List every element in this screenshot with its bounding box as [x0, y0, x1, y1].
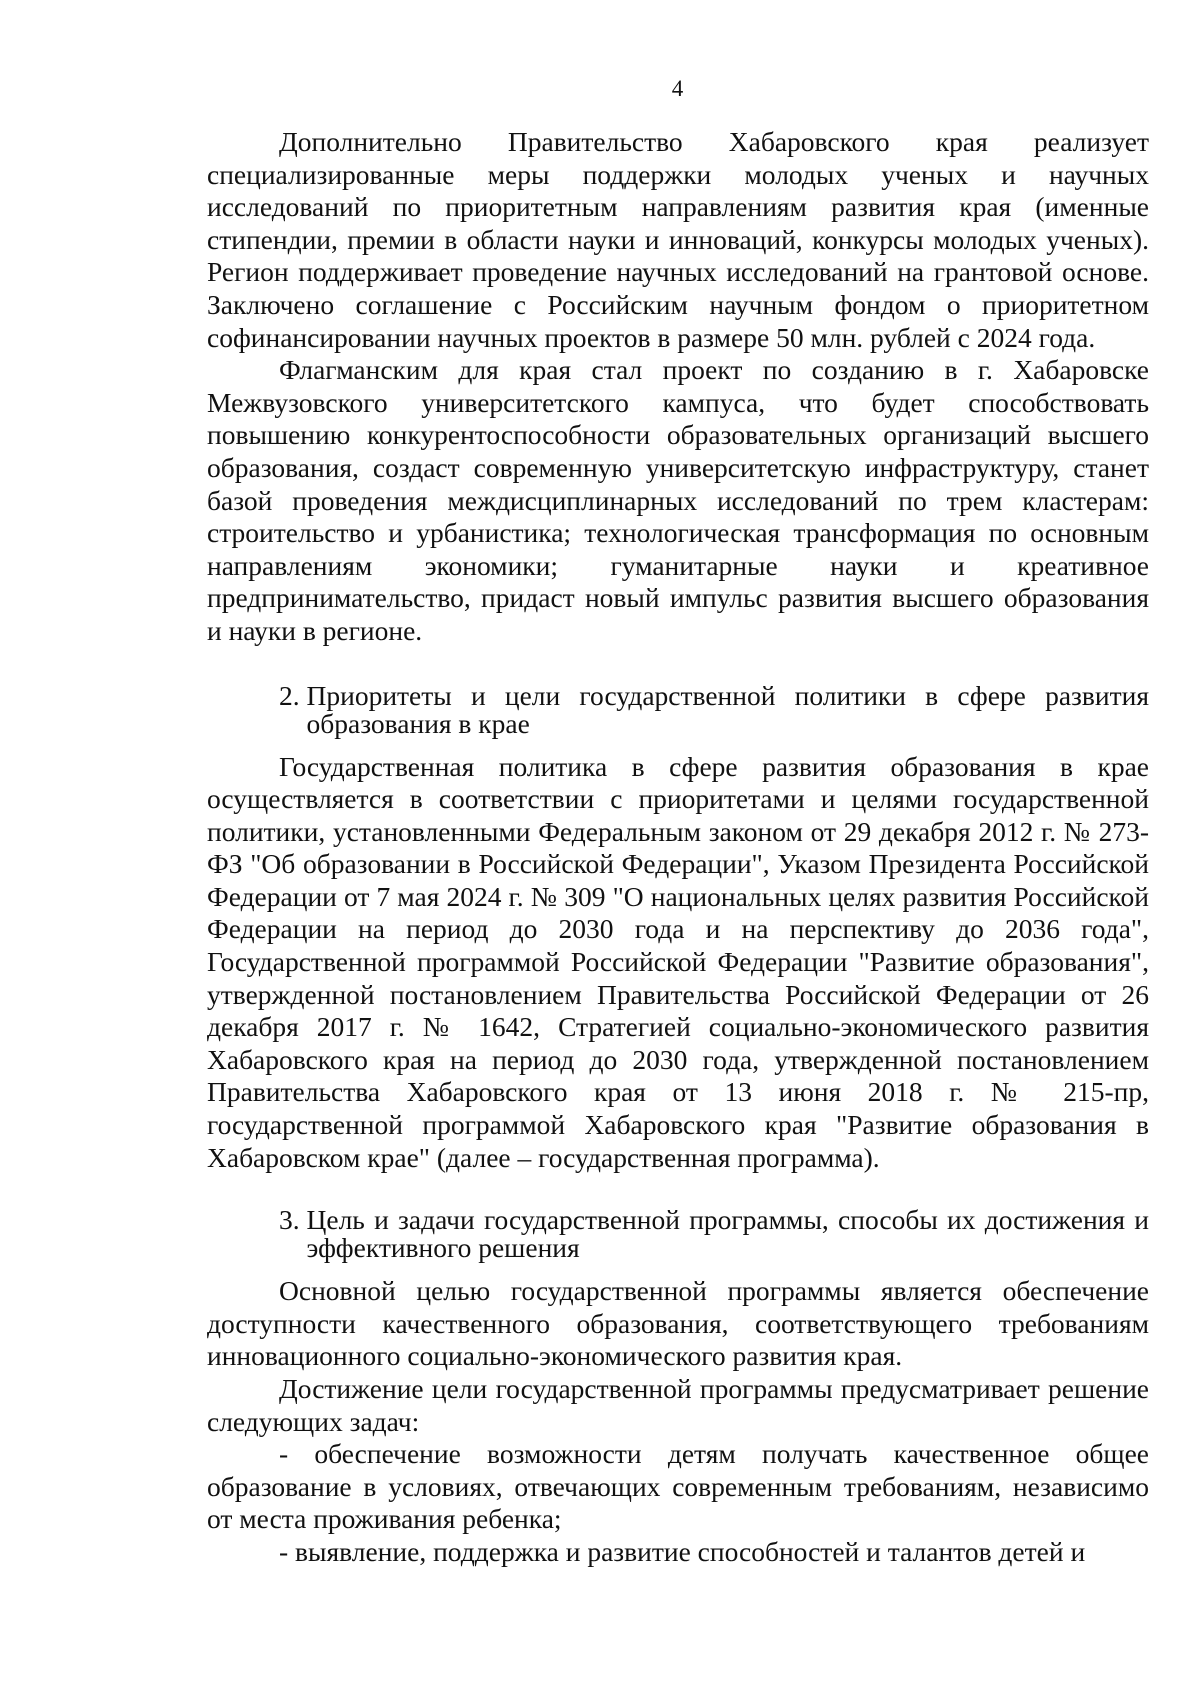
section-2-heading	[207, 679, 1149, 739]
section-2-number: 2.	[279, 679, 307, 711]
list-item: - выявление, поддержка и развитие способностей и талантов детей и	[279, 1535, 1086, 1567]
section-3-heading	[207, 1206, 1149, 1262]
paragraph-university-campus: Флагманским для края стал проект по созданию в г. Хабаровске Межвузовского университетского кампуса, что будет способствовать повышению конкурентоспособности образовательных организаций высшего образования, создаст современную университетскую инфраструктуру, станет базой проведения междисциплинарных исследований по трем кластерам: строительство и урбанистика; технологическая трансформация по основным направлениям экономики; гуманитарные науки и креативное предпринимательство, придаст новый импульс развития высшего образования и науки в регионе.	[207, 354, 1149, 646]
page-number: 4	[671, 76, 684, 101]
section-3-number: 3.	[279, 1204, 307, 1236]
document-body	[207, 126, 1149, 1569]
paragraph-program-goal: Основной целью государственной программы является обеспечение доступности качественного образования, соответствующего требованиям инновационного социально-экономического развития края.	[207, 1275, 1149, 1372]
paragraph-state-policy: Государственная политика в сфере развития образования в крае осуществляется в соответствии с приоритетами и целями государственной политики, установленными Федеральным законом от 29 декабря 2012 г. № 273-ФЗ "Об образовании в Российской Федерации", Указом Президента Российской Федерации от 7 мая 2024 г. № 309 "О национальных целях развития Российской Федерации на период до 2030 года и на перспективу до 2036 года", Государственной программой Российской Федерации "Развитие образования", утвержденной постановлением Правительства Российской Федерации от 26 декабря 2017 г. № 1642, Стратегией социально-экономического развития Хабаровского края на период до 2030 года, утвержденной постановлением Правительства Хабаровского края от 13 июня 2018 г. № 215-пр, государственной программой Хабаровского края "Развитие образования в Хабаровском крае" (далее – государственная программа).	[207, 750, 1149, 1173]
section-2-title: Приоритеты и цели государственной политики в сфере развития образования в крае	[306, 679, 1149, 739]
paragraph-tasks-intro: Достижение цели государственной программы предусматривает решение следующих задач:	[207, 1373, 1149, 1437]
paragraph-young-scientists-support: Дополнительно Правительство Хабаровского края реализует специализированные меры поддержки молодых ученых и научных исследований по приоритетным направлениям развития края (именные стипендии, премии в области науки и инноваций, конкурсы молодых ученых). Регион поддерживает проведение научных исследований на грантовой основе. Заключено соглашение с Российским научным фондом о приоритетном софинансировании научных проектов в размере 50 млн. рублей с 2024 года.	[207, 126, 1149, 353]
list-item: - обеспечение возможности детям получать качественное общее образование в условиях, отвечающих современным требованиям, независимо от места проживания ребенка;	[207, 1438, 1149, 1535]
section-3-title: Цель и задачи государственной программы, способы их достижения и эффективного решения	[306, 1204, 1149, 1264]
